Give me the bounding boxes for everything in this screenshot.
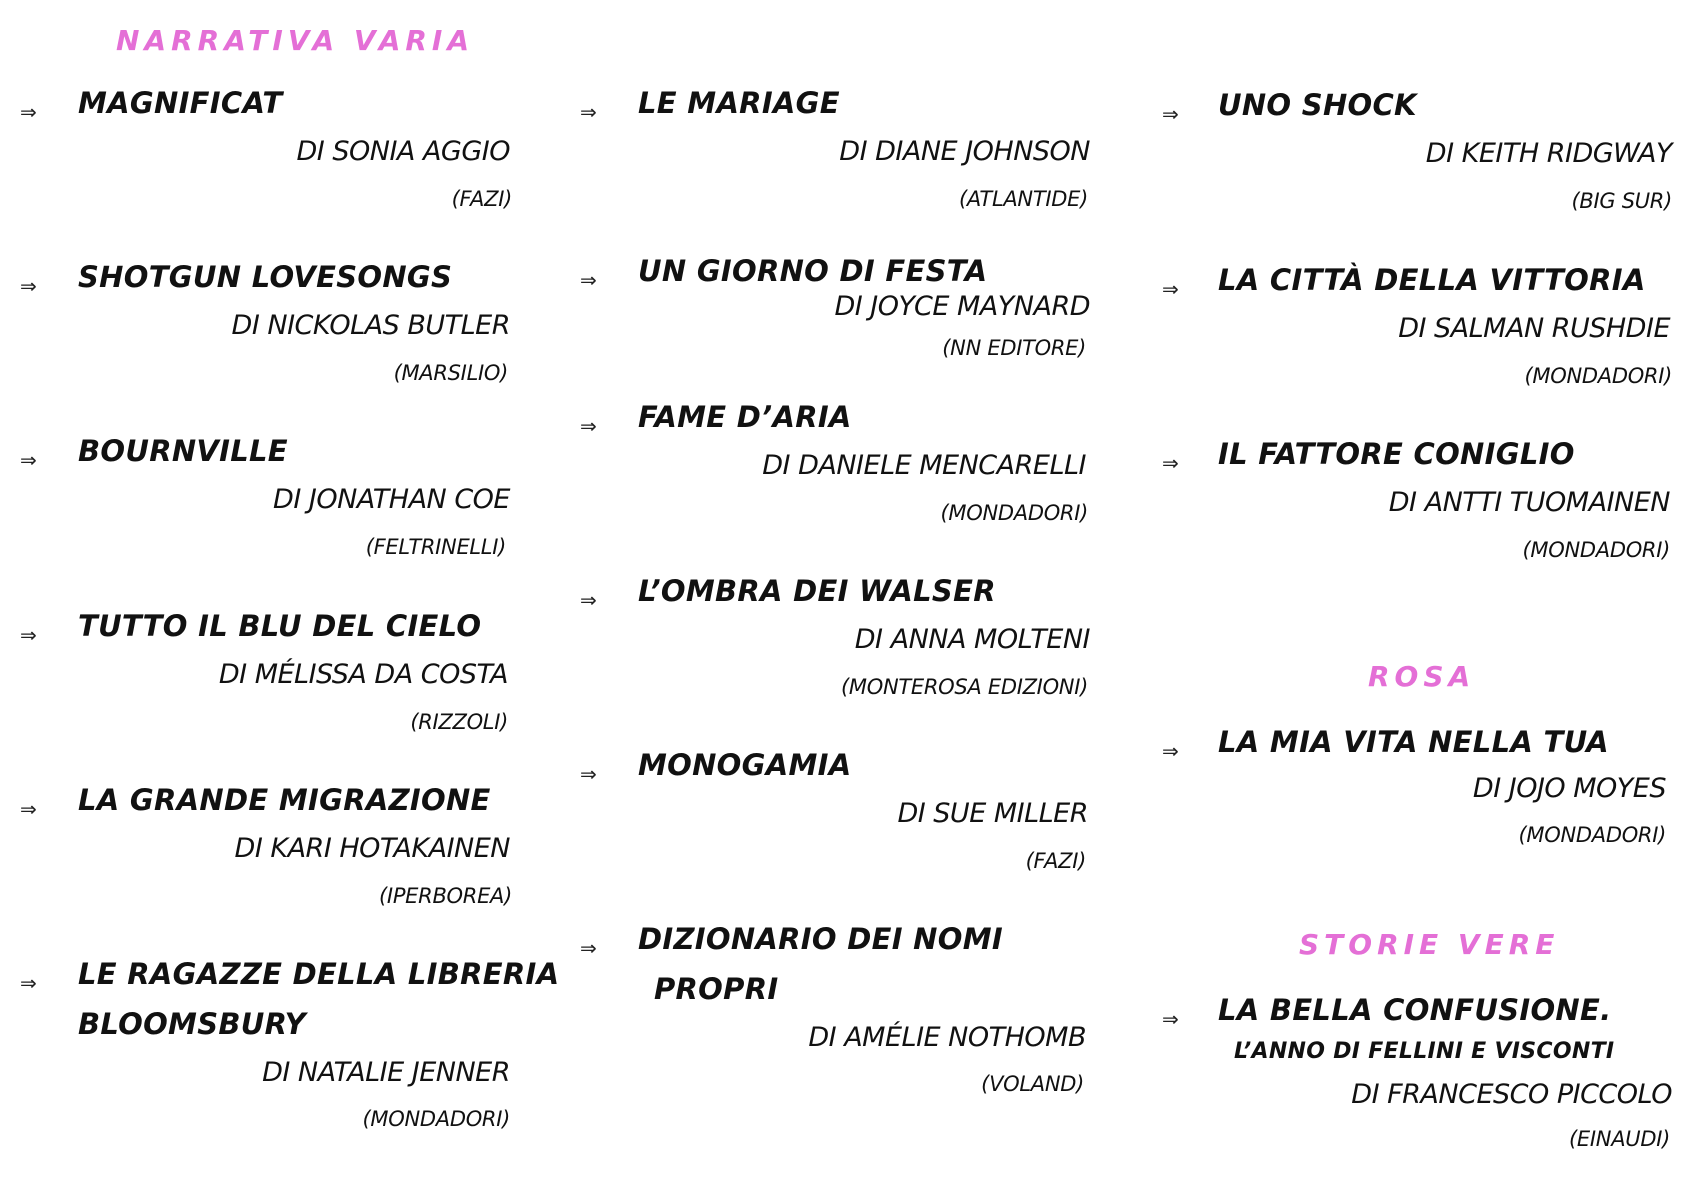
book-entry [1162, 88, 1672, 228]
book-publisher: (VOLAND) [981, 1072, 1084, 1096]
book-author: DI ANNA MOLTENI [854, 624, 1090, 655]
book-entry [580, 922, 1090, 1112]
book-publisher: (MONDADORI) [1522, 538, 1670, 562]
book-publisher: (EINAUDI) [1569, 1127, 1670, 1151]
book-title: LE RAGAZZE DELLA LIBRERIA [78, 957, 560, 991]
book-publisher: (FELTRINELLI) [365, 535, 506, 559]
book-author: DI SALMAN RUSHDIE [1398, 313, 1670, 344]
book-title: IL FATTORE CONIGLIO [1218, 437, 1575, 471]
book-entry [1162, 263, 1672, 403]
book-entry [20, 260, 530, 400]
book-publisher: (MONDADORI) [1524, 364, 1672, 388]
book-entry [580, 574, 1090, 714]
book-title: MONOGAMIA [638, 748, 852, 782]
section-heading-storie-vere: STORIE VERE [1299, 928, 1560, 961]
book-author: DI SUE MILLER [897, 798, 1088, 829]
book-entry [580, 254, 1090, 374]
book-author: DI JOYCE MAYNARD [834, 291, 1090, 322]
arrow-icon: ⇒ [580, 100, 597, 124]
book-title-line-2: BLOOMSBURY [78, 1007, 306, 1041]
book-subtitle: L’ANNO DI FELLINI E VISCONTI [1234, 1039, 1615, 1064]
book-title: DIZIONARIO DEI NOMI [638, 922, 1003, 956]
book-author: DI NATALIE JENNER [262, 1057, 510, 1088]
book-publisher: (MONDADORI) [362, 1107, 510, 1131]
book-publisher: (FAZI) [451, 187, 512, 211]
book-title: UNO SHOCK [1218, 88, 1417, 122]
book-title: SHOTGUN LOVESONGS [78, 260, 453, 294]
arrow-icon: ⇒ [1162, 277, 1179, 301]
book-title: BOURNVILLE [78, 434, 288, 468]
arrow-icon: ⇒ [20, 274, 37, 298]
book-publisher: (MONDADORI) [1518, 823, 1666, 847]
arrow-icon: ⇒ [20, 100, 37, 124]
book-title: L’OMBRA DEI WALSER [638, 574, 996, 608]
arrow-icon: ⇒ [1162, 451, 1179, 475]
book-entry [580, 748, 1090, 888]
arrow-icon: ⇒ [20, 971, 37, 995]
book-entry [580, 400, 1090, 540]
section-heading-narrativa-varia: NARRATIVA VARIA [116, 24, 475, 57]
book-publisher: (FAZI) [1025, 849, 1086, 873]
book-publisher: (MARSILIO) [393, 361, 508, 385]
arrow-icon: ⇒ [580, 588, 597, 612]
book-entry [1162, 437, 1672, 577]
book-entry [1162, 725, 1672, 865]
book-publisher: (MONDADORI) [940, 501, 1088, 525]
book-title: LE MARIAGE [638, 86, 840, 120]
arrow-icon: ⇒ [1162, 102, 1179, 126]
arrow-icon: ⇒ [580, 268, 597, 292]
section-heading-rosa: ROSA [1368, 660, 1476, 693]
book-entry [20, 783, 530, 923]
book-entry [20, 609, 530, 749]
book-author: DI MÉLISSA DA COSTA [218, 659, 508, 690]
book-title: MAGNIFICAT [78, 86, 283, 120]
book-title: LA CITTÀ DELLA VITTORIA [1218, 263, 1646, 297]
book-title: LA MIA VITA NELLA TUA [1218, 725, 1609, 759]
book-author: DI JONATHAN COE [273, 484, 510, 515]
book-author: DI ANTTI TUOMAINEN [1388, 487, 1670, 518]
book-title: FAME D’ARIA [638, 400, 852, 434]
arrow-icon: ⇒ [580, 762, 597, 786]
arrow-icon: ⇒ [580, 936, 597, 960]
book-author: DI KARI HOTAKAINEN [234, 833, 510, 864]
book-author: DI FRANCESCO PICCOLO [1351, 1079, 1672, 1110]
book-entry [20, 86, 530, 226]
arrow-icon: ⇒ [580, 414, 597, 438]
book-author: DI SONIA AGGIO [296, 136, 510, 167]
book-author: DI DANIELE MENCARELLI [762, 450, 1086, 481]
book-entry [1162, 993, 1672, 1163]
arrow-icon: ⇒ [1162, 1007, 1179, 1031]
book-entry [20, 957, 560, 1147]
book-title-line-2: PROPRI [654, 972, 779, 1006]
book-entry [580, 86, 1090, 226]
book-title: TUTTO IL BLU DEL CIELO [78, 609, 482, 643]
book-author: DI KEITH RIDGWAY [1425, 138, 1672, 169]
book-title: LA GRANDE MIGRAZIONE [78, 783, 491, 817]
book-author: DI NICKOLAS BUTLER [231, 310, 510, 341]
book-author: DI JOJO MOYES [1472, 773, 1666, 804]
book-author: DI AMÉLIE NOTHOMB [808, 1022, 1086, 1053]
book-publisher: (NN EDITORE) [942, 336, 1086, 360]
book-author: DI DIANE JOHNSON [839, 136, 1090, 167]
arrow-icon: ⇒ [20, 623, 37, 647]
book-publisher: (RIZZOLI) [410, 710, 508, 734]
arrow-icon: ⇒ [1162, 739, 1179, 763]
book-publisher: (ATLANTIDE) [959, 187, 1088, 211]
book-publisher: (IPERBOREA) [379, 884, 512, 908]
arrow-icon: ⇒ [20, 448, 37, 472]
book-publisher: (MONTEROSA EDIZIONI) [841, 675, 1088, 699]
book-title: UN GIORNO DI FESTA [638, 254, 988, 288]
book-publisher: (BIG SUR) [1571, 189, 1672, 213]
book-entry [20, 434, 530, 574]
arrow-icon: ⇒ [20, 797, 37, 821]
book-title: LA BELLA CONFUSIONE. [1218, 993, 1612, 1027]
